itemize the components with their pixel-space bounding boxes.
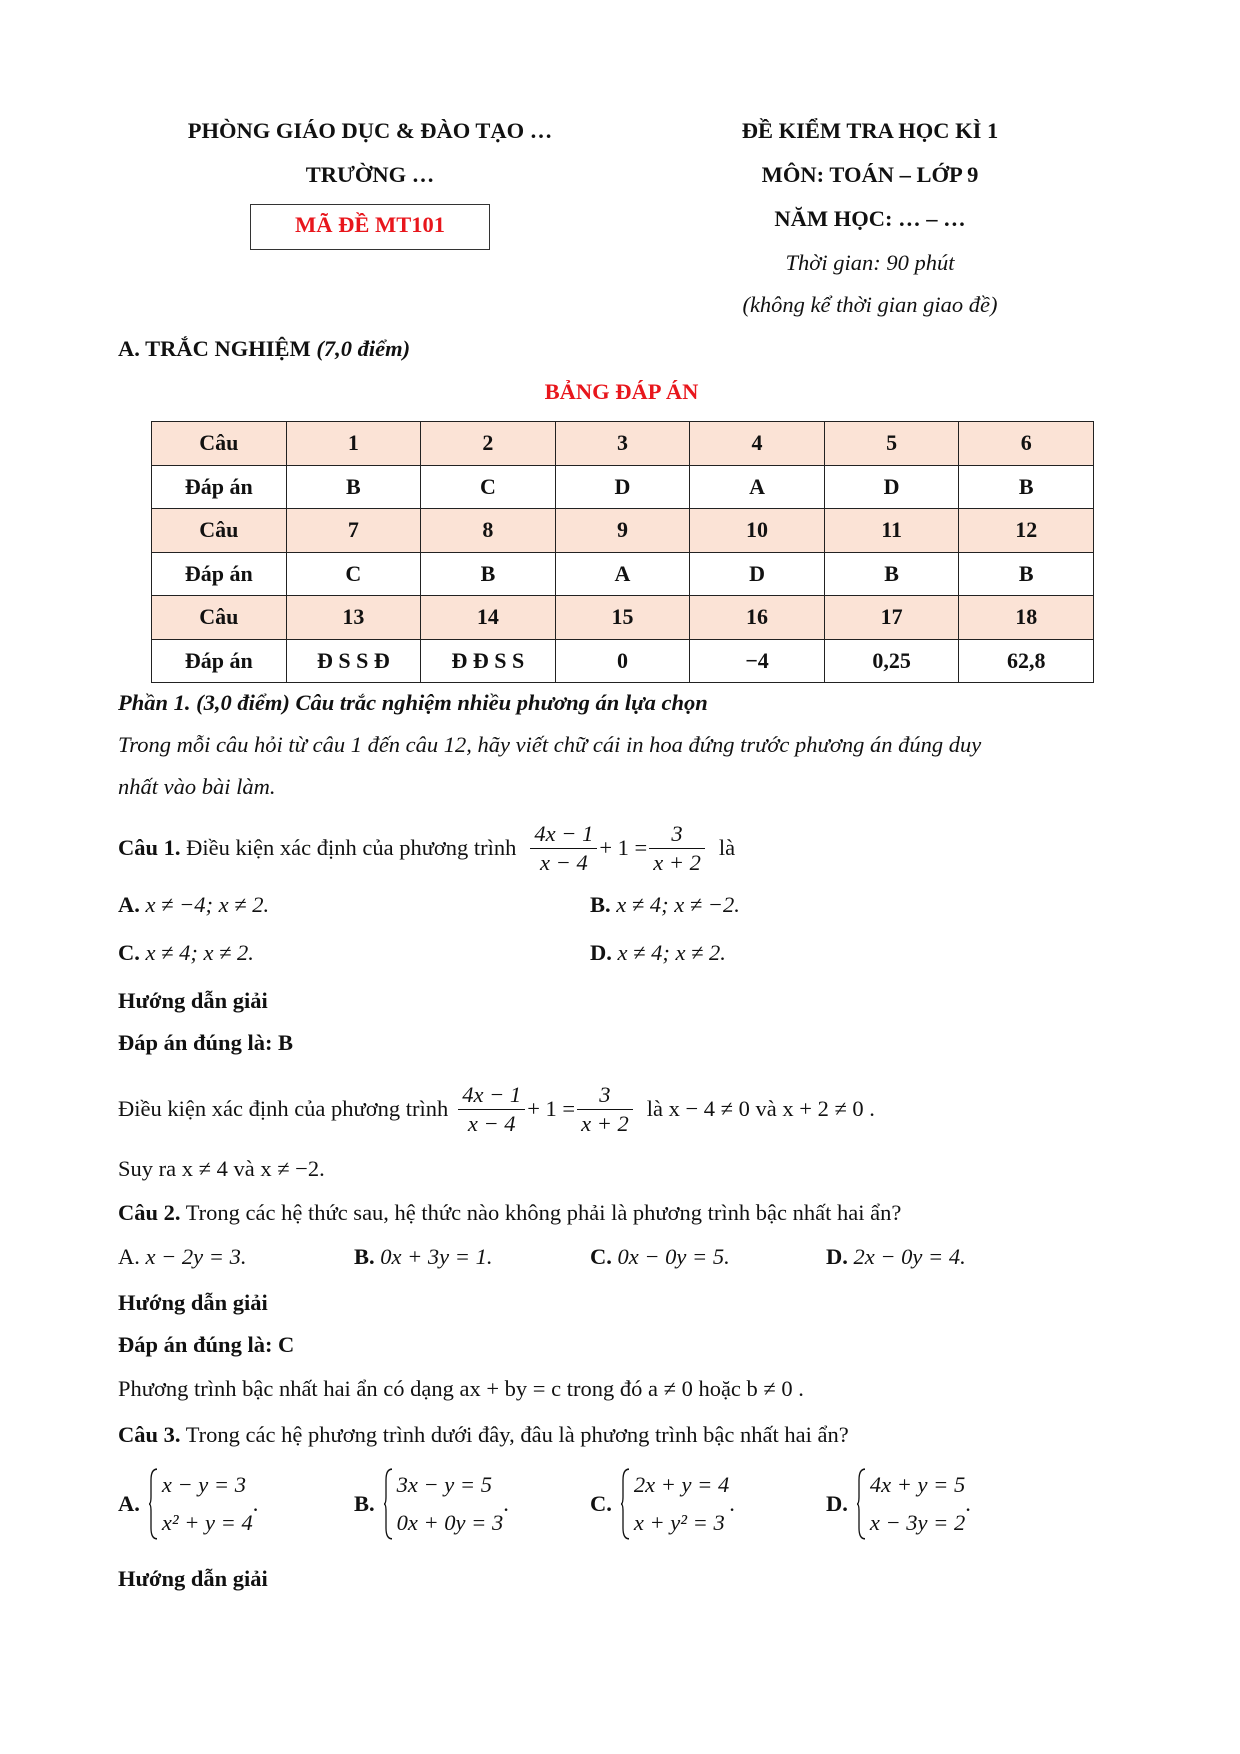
question-2-text: Trong các hệ thức sau, hệ thức nào không phải là phương trình bậc nhất hai ẩn?: [185, 1200, 902, 1225]
question-1: [118, 818, 735, 878]
q2-option-c: C. 0x − 0y = 5.: [590, 1244, 730, 1269]
answer-table-cell: C: [286, 552, 421, 596]
answer-table-row-label: Đáp án: [152, 552, 287, 596]
q1-guide-heading: Hướng dẫn giải: [118, 988, 268, 1013]
q1-solution-fraction-left: $\frac{4x - 1}{x - 4}$: [458, 1081, 525, 1138]
q3-option-b: B. 3x − y = 5 0x + 0y = 3 .: [354, 1466, 509, 1542]
answer-table-cell: 10: [690, 509, 825, 553]
q2-correct-answer: Đáp án đúng là: C: [118, 1332, 295, 1357]
q3-guide-heading: Hướng dẫn giải: [118, 1566, 268, 1591]
answer-table-cell: 15: [555, 596, 690, 640]
answer-table-row: [152, 422, 1094, 466]
q1-correct-answer: Đáp án đúng là: B: [118, 1030, 294, 1055]
part1-instructions-line2: nhất vào bài làm.: [118, 774, 276, 799]
answer-table-cell: B: [959, 552, 1094, 596]
q1-option-c: C. x ≠ 4; x ≠ 2.: [118, 940, 254, 965]
answer-table-cell: B: [421, 552, 556, 596]
exam-duration: Thời gian: 90 phút: [785, 250, 955, 275]
q1-option-a: A. x ≠ −4; x ≠ 2.: [118, 892, 270, 917]
answer-table-cell: 12: [959, 509, 1094, 553]
q1-fraction-left: $\frac{4x - 1}{x - 4}$: [530, 820, 597, 877]
question-3: [118, 1422, 849, 1448]
question-1-text: Điều kiện xác định của phương trình: [186, 835, 517, 860]
exam-title: ĐỀ KIỂM TRA HỌC KÌ 1: [741, 118, 999, 143]
answer-table-cell: A: [690, 465, 825, 509]
answer-table-cell: 6: [959, 422, 1094, 466]
q3-option-c: C. 2x + y = 4 x + y² = 3 .: [590, 1466, 735, 1542]
question-1-tail: là: [718, 835, 736, 860]
answer-table-cell: −4: [690, 639, 825, 683]
answer-table-cell: 0,25: [824, 639, 959, 683]
answer-table-cell: B: [959, 465, 1094, 509]
section-a-points: (7,0 điểm): [316, 336, 411, 361]
answer-table-cell: 3: [555, 422, 690, 466]
answer-table-cell: A: [555, 552, 690, 596]
answer-table-cell: 4: [690, 422, 825, 466]
exam-code: MÃ ĐỀ MT101: [295, 212, 445, 237]
question-3-label: Câu 3.: [118, 1422, 181, 1447]
answer-table-cell: Đ S S Đ: [286, 639, 421, 683]
section-a-title: A. TRẮC NGHIỆM: [118, 336, 311, 361]
q1-eq-mid: + 1 =: [599, 835, 648, 860]
exam-duration-note: (không kể thời gian giao đề): [742, 292, 998, 317]
answer-table-row-label: Câu: [152, 422, 287, 466]
answer-table-cell: 16: [690, 596, 825, 640]
answer-table-row: [152, 465, 1094, 509]
answer-table-row: [152, 552, 1094, 596]
answer-table-cell: 8: [421, 509, 556, 553]
question-2-label: Câu 2.: [118, 1200, 181, 1225]
part1-instructions-line1: Trong mỗi câu hỏi từ câu 1 đến câu 12, hãy viết chữ cái in hoa đứng trước phương án đúng duy: [118, 732, 982, 757]
answer-table-row-label: Câu: [152, 596, 287, 640]
answer-table-row-label: Đáp án: [152, 465, 287, 509]
part1-title: Phần 1. (3,0 điểm) Câu trắc nghiệm nhiều phương án lựa chọn: [118, 690, 708, 715]
answer-table-cell: D: [555, 465, 690, 509]
q1-option-b: B. x ≠ 4; x ≠ −2.: [590, 892, 740, 917]
answer-table-title: BẢNG ĐÁP ÁN: [544, 379, 699, 404]
answer-table-cell: 62,8: [959, 639, 1094, 683]
answer-table-row-label: Câu: [152, 509, 287, 553]
q1-solution-conclusion: Suy ra x ≠ 4 và x ≠ −2.: [118, 1156, 325, 1181]
q1-solution: Điều kiện xác định của phương trình $\frac{4x - 1}{x - 4}$ + 1 = $\frac{3}{x + 2}$ là x − 4 ≠ 0 và x + 2 ≠ 0 .: [118, 1081, 875, 1136]
q1-option-d: D. x ≠ 4; x ≠ 2.: [590, 940, 726, 965]
q3-option-a: A. x − y = 3 x² + y = 4 .: [118, 1466, 258, 1542]
department-name: PHÒNG GIÁO DỤC & ĐÀO TẠO …: [187, 118, 553, 143]
q3-option-d: D. 4x + y = 5 x − 3y = 2 .: [826, 1466, 971, 1542]
question-2: [118, 1200, 901, 1226]
school-name: TRƯỜNG …: [305, 162, 435, 187]
question-3-text: Trong các hệ phương trình dưới đây, đâu là phương trình bậc nhất hai ẩn?: [185, 1422, 849, 1447]
q1-solution-fraction-right: $\frac{3}{x + 2}$: [577, 1081, 633, 1138]
answer-table-cell: 5: [824, 422, 959, 466]
answer-table-cell: 14: [421, 596, 556, 640]
answer-table-row: [152, 596, 1094, 640]
section-a-heading: [118, 336, 410, 362]
exam-subject: MÔN: TOÁN – LỚP 9: [761, 162, 979, 187]
q2-guide-heading: Hướng dẫn giải: [118, 1290, 268, 1315]
answer-table-cell: 17: [824, 596, 959, 640]
answer-table-cell: B: [286, 465, 421, 509]
answer-table-cell: 0: [555, 639, 690, 683]
answer-table-cell: 11: [824, 509, 959, 553]
answer-table-cell: 7: [286, 509, 421, 553]
q2-option-a: A. x − 2y = 3.: [118, 1244, 247, 1269]
answer-table-row: [152, 509, 1094, 553]
answer-table-cell: B: [824, 552, 959, 596]
answer-table-cell: 13: [286, 596, 421, 640]
q1-solution-text: Điều kiện xác định của phương trình: [118, 1096, 449, 1121]
q2-option-d: D. 2x − 0y = 4.: [826, 1244, 966, 1269]
q2-option-b: B. 0x + 3y = 1.: [354, 1244, 493, 1269]
answer-table: [151, 421, 1094, 683]
q1-solution-tail: là x − 4 ≠ 0 và x + 2 ≠ 0 .: [646, 1096, 875, 1121]
q2-solution: Phương trình bậc nhất hai ẩn có dạng ax + by = c trong đó a ≠ 0 hoặc b ≠ 0 .: [118, 1376, 804, 1401]
exam-code-box: [250, 204, 490, 250]
answer-table-cell: Đ Đ S S: [421, 639, 556, 683]
answer-table-cell: C: [421, 465, 556, 509]
answer-table-cell: 2: [421, 422, 556, 466]
answer-table-cell: 18: [959, 596, 1094, 640]
school-year: NĂM HỌC: … – …: [774, 206, 966, 231]
question-1-label: Câu 1.: [118, 835, 181, 860]
answer-table-row: [152, 639, 1094, 683]
answer-table-cell: D: [690, 552, 825, 596]
q1-fraction-right: $\frac{3}{x + 2}$: [649, 820, 705, 877]
answer-table-cell: D: [824, 465, 959, 509]
answer-table-cell: 1: [286, 422, 421, 466]
answer-table-cell: 9: [555, 509, 690, 553]
answer-table-row-label: Đáp án: [152, 639, 287, 683]
